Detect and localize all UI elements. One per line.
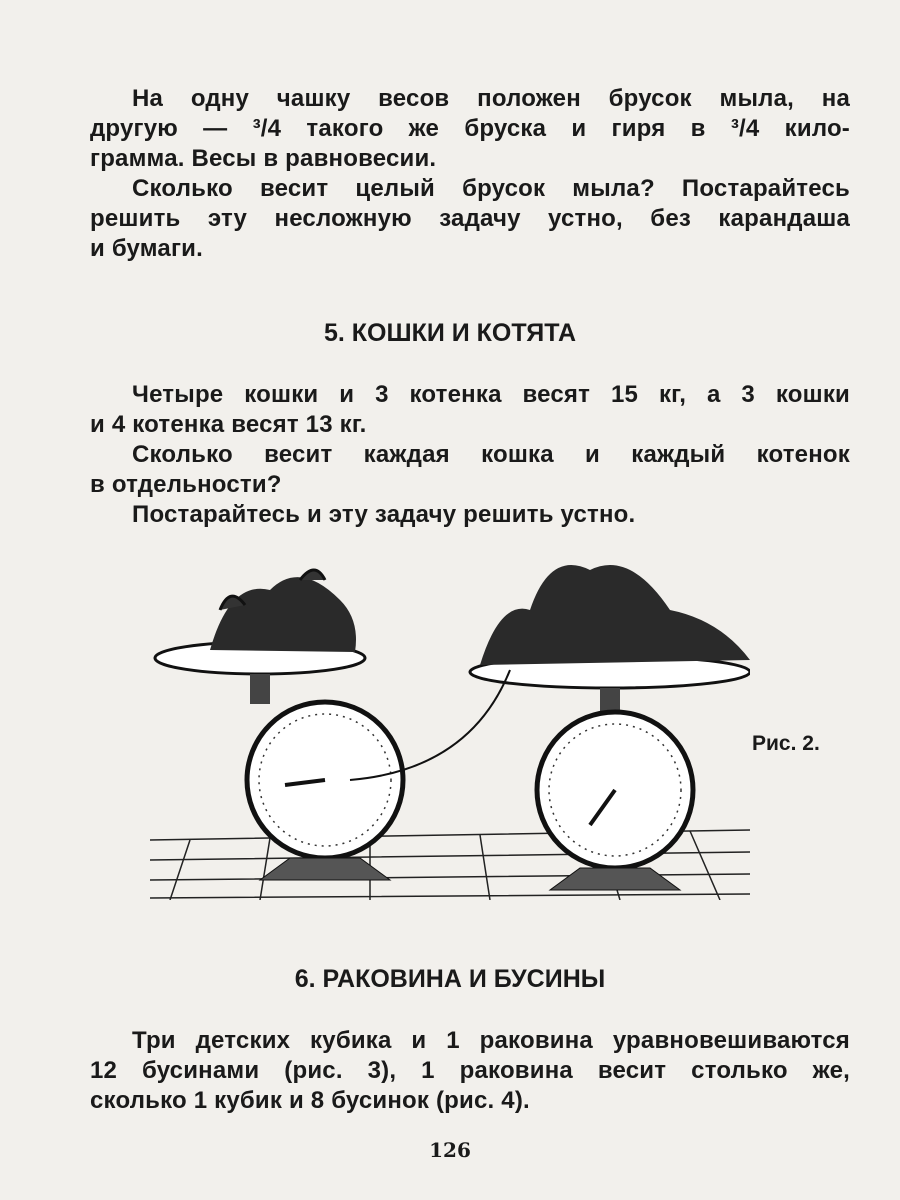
text-line: Сколько весит каждая кошка и каждый котенок [132,441,850,468]
text-line: сколько 1 кубик и 8 бусинок (рис. 4). [90,1087,530,1114]
text-line: Четыре кошки и 3 котенка весят 15 кг, а 3 кошки [132,381,850,408]
figure-caption: Рис. 2. [752,732,820,755]
text-line: На одну чашку весов положен брусок мыла, на [132,85,850,112]
figure-cats-on-scales [150,540,750,900]
text-line: Постарайтесь и эту задачу решить устно. [132,501,636,528]
right-scale [470,565,750,890]
text-line: другую — ³/4 такого же бруска и гиря в ³/4 кило- [90,115,850,142]
text-line: Сколько весит целый брусок мыла? Постарайтесь [132,175,850,202]
text-line: 12 бусинами (рис. 3), 1 раковина весит столько же, [90,1057,850,1084]
text-line: и бумаги. [90,235,203,262]
page-number: 126 [429,1138,471,1162]
text-line: в отдельности? [90,471,282,498]
text-line: решить эту несложную задачу устно, без карандаша [90,205,850,232]
section-heading-5: 5. КОШКИ И КОТЯТА [323,319,577,347]
text-line: Три детских кубика и 1 раковина уравновешиваются [132,1027,850,1054]
left-scale [155,570,403,880]
text-line: и 4 котенка весят 13 кг. [90,411,367,438]
section-heading-6: 6. РАКОВИНА И БУСИНЫ [294,965,606,993]
text-line: грамма. Весы в равновесии. [90,145,437,172]
